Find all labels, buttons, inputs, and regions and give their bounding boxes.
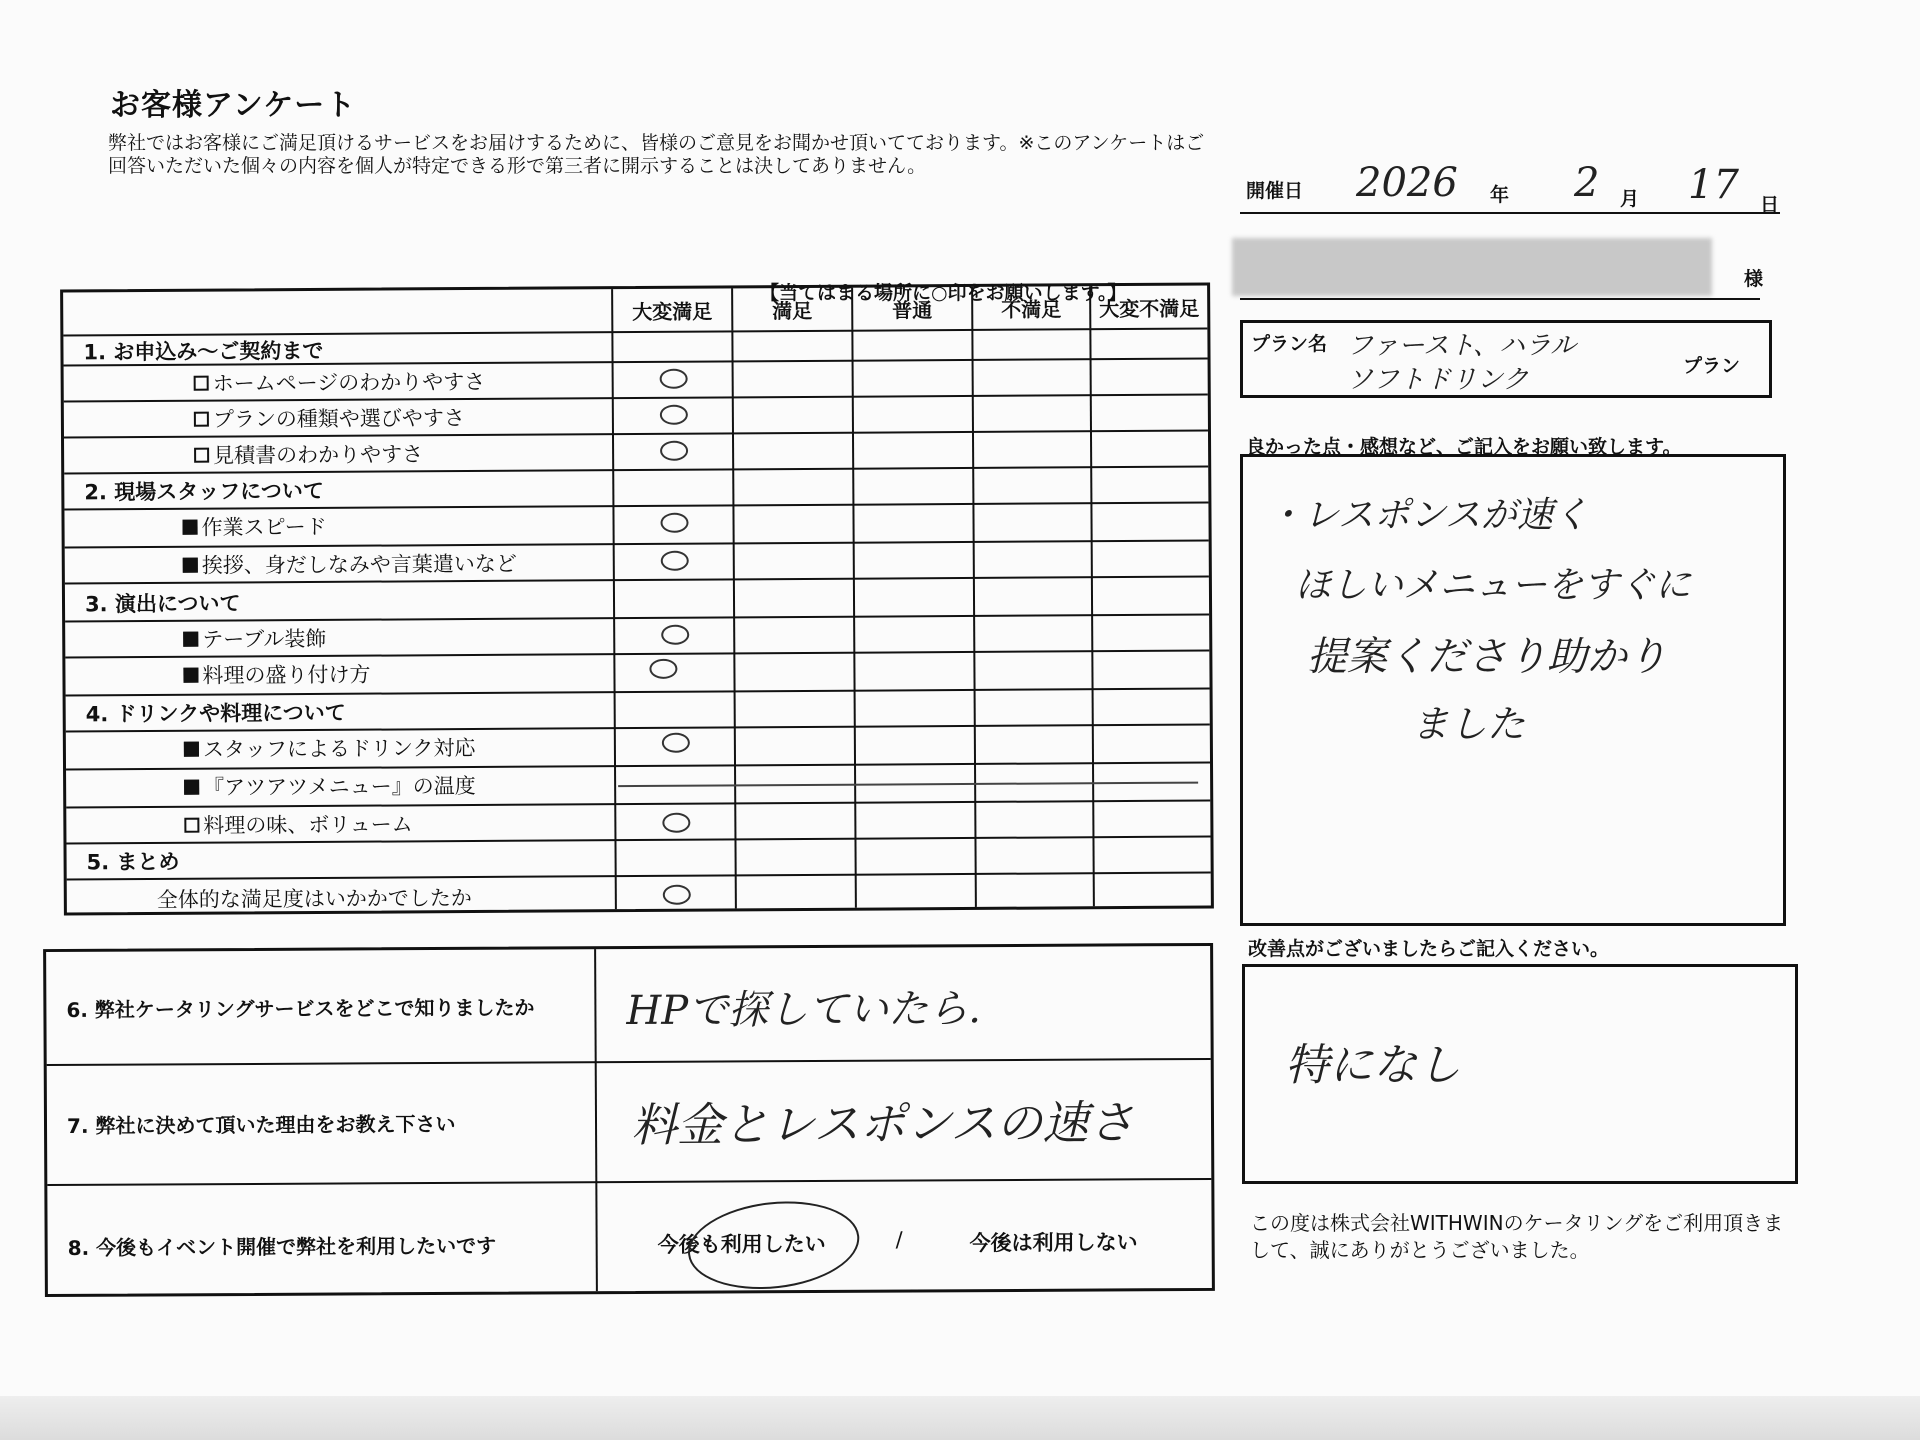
row-divider <box>47 1178 1211 1186</box>
day-unit: 日 <box>1760 194 1780 216</box>
date-underline <box>1240 212 1780 214</box>
rating-item: スタッフによるドリンク対応 <box>184 732 476 764</box>
handwritten-circle-mark <box>649 659 677 679</box>
checkbox-icon <box>184 741 199 756</box>
handwritten-circle-mark <box>662 733 690 753</box>
section-title: 2. 現場スタッフについて <box>84 478 324 505</box>
col-divider <box>851 330 857 908</box>
year-unit: 年 <box>1490 184 1510 206</box>
good-points-label: 良かった点・感想など、ご記入をお願い致します。 <box>1246 436 1682 458</box>
good-points-line1: ・レスポンスが速く <box>1267 495 1589 536</box>
handwritten-circle-mark <box>660 405 688 425</box>
checkbox-icon <box>184 817 199 832</box>
col-divider <box>1089 328 1095 906</box>
option-separator: / <box>895 1227 903 1252</box>
date-month: 2 <box>1574 160 1600 206</box>
rating-item: 作業スピード <box>182 511 326 542</box>
good-points-line4: ました <box>1411 702 1526 746</box>
handwritten-circle-mark <box>660 441 688 461</box>
col-header-very-dissatisfied: 大変不満足 <box>1089 286 1207 329</box>
rating-item: プランの種類や選びやすさ <box>194 402 465 434</box>
date-year: 2026 <box>1356 160 1458 206</box>
section-title: 3. 演出について <box>84 591 241 617</box>
improvement-box <box>1242 964 1798 1184</box>
question-8-label: 8. 今後もイベント開催で弊社を利用したいです <box>67 1233 497 1260</box>
form-title: お客様アンケート <box>110 88 357 123</box>
questions-table <box>43 943 1215 1297</box>
good-points-box <box>1240 454 1786 926</box>
handwritten-circle-mark <box>660 513 688 533</box>
intro-text: 弊社ではお客様にご満足頂けるサービスをお届けするために、皆様のご意見をお聞かせ頂いてております。※このアンケートはご回答いただいた個々の内容を個人が特定できる形で第三者に開示することは決してありません。 <box>108 132 1205 177</box>
good-points-line3: 提案くださり助かり <box>1307 634 1667 680</box>
handwritten-strike-line <box>618 782 1198 788</box>
plan-label: プラン名 <box>1251 333 1328 355</box>
handwritten-selection-ring <box>683 1193 863 1297</box>
plan-suffix: プラン <box>1683 355 1741 377</box>
section-title: 1. お申込み～ご契約まで <box>83 338 324 365</box>
plan-name-line2: ソフトドリンク <box>1347 365 1529 395</box>
rating-table <box>60 282 1214 915</box>
rating-item: 料理の盛り付け方 <box>183 659 370 690</box>
date-day: 17 <box>1688 162 1739 208</box>
col-divider <box>731 330 737 908</box>
checkbox-icon <box>194 375 209 390</box>
checkbox-icon <box>194 447 209 462</box>
option-no: 今後は利用しない <box>969 1230 1138 1256</box>
instruction-text: 【当てはまる場所に○印をお願いします。】 <box>760 282 1127 304</box>
checkbox-icon <box>183 667 198 682</box>
col-header-dissatisfied: 不満足 <box>971 286 1089 329</box>
rating-item: 見積書のわかりやすさ <box>194 438 423 469</box>
rating-item: 『アツアツメニュー』の温度 <box>184 770 476 802</box>
plan-box <box>1240 320 1772 398</box>
col-header-very-satisfied: 大変満足 <box>611 288 731 331</box>
rating-item: テーブル装飾 <box>183 623 326 654</box>
option-yes: 今後も利用したい <box>657 1231 826 1257</box>
col-header-neutral: 普通 <box>851 287 971 330</box>
row-divider <box>67 872 1211 881</box>
question-6-answer: HPで探していたら. <box>626 986 982 1035</box>
name-underline <box>1240 298 1760 300</box>
honorific-label: 様 <box>1744 268 1764 290</box>
checkbox-icon <box>194 411 209 426</box>
rating-item: 挨拶、身だしなみや言葉遣いなど <box>183 548 517 580</box>
checkbox-icon <box>183 631 198 646</box>
handwritten-circle-mark <box>662 813 690 833</box>
checkbox-icon <box>183 519 198 534</box>
handwritten-circle-mark <box>661 625 689 645</box>
redacted-customer-name <box>1232 238 1712 296</box>
col-divider <box>971 329 977 907</box>
section-title: 5. まとめ <box>86 849 180 875</box>
rating-item: 全体的な満足度はいかかでしたか <box>156 886 472 912</box>
improvement-label: 改善点がございましたらご記入ください。 <box>1248 938 1610 960</box>
handwritten-circle-mark <box>663 885 691 905</box>
checkbox-icon <box>184 779 199 794</box>
question-7-label: 7. 弊社に決めて頂いた理由をお教え下さい <box>66 1111 456 1138</box>
date-label: 開催日 <box>1246 180 1304 202</box>
section-title: 4. ドリンクや料理について <box>85 700 346 727</box>
question-7-answer: 料金とレスポンスの速さ <box>630 1095 1135 1152</box>
rating-item: 料理の味、ボリューム <box>184 808 413 839</box>
handwritten-circle-mark <box>661 551 689 571</box>
month-unit: 月 <box>1620 188 1640 210</box>
col-divider <box>594 949 598 1291</box>
improvement-text: 特になし <box>1285 1040 1461 1091</box>
rating-item: ホームページのわかりやすさ <box>194 366 486 398</box>
good-points-line2: ほしいメニューをすぐに <box>1295 565 1692 606</box>
checkbox-icon <box>183 557 198 572</box>
thanks-text: この度は株式会社WITHWINのケータリングをご利用頂きまして、誠にありがとうございました。 <box>1250 1211 1784 1262</box>
paper-bottom-edge <box>0 1396 1920 1440</box>
handwritten-circle-mark <box>660 369 688 389</box>
row-divider <box>47 1058 1211 1066</box>
question-6-label: 6. 弊社ケータリングサービスをどこで知りましたか <box>66 995 535 1022</box>
plan-name-line1: ファースト、ハラル <box>1347 331 1577 361</box>
col-divider <box>611 331 617 909</box>
col-header-satisfied: 満足 <box>731 288 851 331</box>
